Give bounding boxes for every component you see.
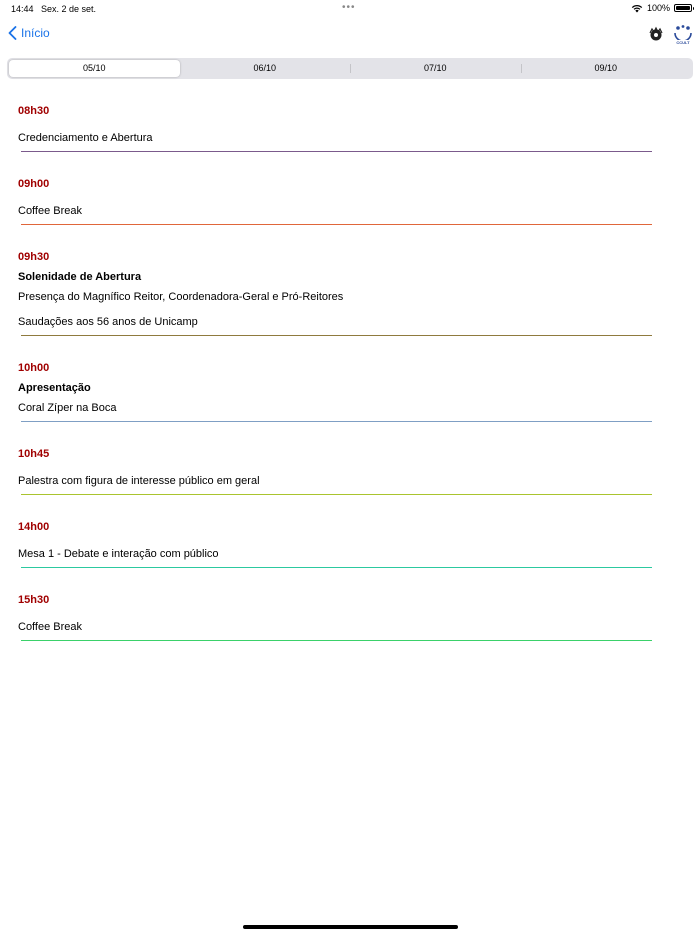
schedule-item[interactable] bbox=[18, 100, 658, 152]
tab-label: 05/10 bbox=[82, 63, 106, 73]
navigation-bar bbox=[0, 22, 700, 48]
schedule-divider bbox=[21, 640, 652, 641]
unicamp-logo-icon bbox=[648, 26, 664, 42]
schedule-time: 09h30 bbox=[18, 251, 50, 263]
schedule-item[interactable] bbox=[18, 336, 658, 422]
tab-09-10[interactable] bbox=[521, 60, 692, 77]
schedule-item[interactable] bbox=[18, 225, 658, 336]
back-button[interactable] bbox=[8, 26, 50, 40]
home-indicator[interactable] bbox=[243, 925, 458, 929]
chevron-left-icon bbox=[8, 26, 17, 40]
schedule-description: Saudações aos 56 anos de Unicamp bbox=[18, 316, 198, 328]
schedule-description: Mesa 1 - Debate e interação com público bbox=[18, 548, 219, 560]
tab-label: 07/10 bbox=[423, 63, 447, 73]
tab-06-10[interactable] bbox=[180, 60, 351, 77]
schedule-time: 10h00 bbox=[18, 362, 50, 374]
schedule-description: Presença do Magnífico Reitor, Coordenadora-Geral e Pró-Reitores bbox=[18, 291, 344, 303]
schedule-item[interactable] bbox=[18, 495, 658, 568]
schedule-time: 09h00 bbox=[18, 178, 50, 190]
battery-icon bbox=[674, 4, 692, 12]
schedule-time: 15h30 bbox=[18, 594, 50, 606]
ccult-logo-icon bbox=[672, 24, 694, 40]
ccult-logo-text: CCULT bbox=[676, 40, 690, 45]
status-bar bbox=[0, 0, 700, 18]
tab-07-10[interactable] bbox=[350, 60, 521, 77]
status-time: 14:44 bbox=[11, 4, 34, 14]
schedule-item[interactable] bbox=[18, 152, 658, 225]
schedule-item[interactable] bbox=[18, 568, 658, 641]
date-segmented-control bbox=[7, 58, 693, 79]
multitasking-dots[interactable]: ••• bbox=[342, 2, 356, 13]
status-date: Sex. 2 de set. bbox=[41, 4, 97, 14]
tab-label: 09/10 bbox=[594, 63, 618, 73]
status-indicators bbox=[631, 3, 692, 13]
schedule-description: Coral Zíper na Boca bbox=[18, 402, 117, 414]
schedule-description: Coffee Break bbox=[18, 205, 83, 217]
schedule-title: Apresentação bbox=[18, 382, 91, 394]
schedule-time: 14h00 bbox=[18, 521, 50, 533]
nav-logos bbox=[648, 24, 694, 44]
wifi-icon bbox=[631, 4, 643, 13]
schedule-description: Credenciamento e Abertura bbox=[18, 132, 153, 144]
schedule-item[interactable] bbox=[18, 422, 658, 495]
ccult-logo bbox=[672, 24, 694, 44]
battery-percent: 100% bbox=[646, 3, 670, 13]
schedule-list bbox=[18, 100, 658, 641]
schedule-time: 08h30 bbox=[18, 105, 50, 117]
schedule-title: Solenidade de Abertura bbox=[18, 271, 142, 283]
back-label: Início bbox=[21, 26, 50, 40]
schedule-description: Palestra com figura de interesse público em geral bbox=[18, 475, 260, 487]
tab-05-10[interactable] bbox=[9, 60, 180, 77]
tab-label: 06/10 bbox=[253, 63, 277, 73]
schedule-description: Coffee Break bbox=[18, 621, 83, 633]
schedule-time: 10h45 bbox=[18, 448, 50, 460]
